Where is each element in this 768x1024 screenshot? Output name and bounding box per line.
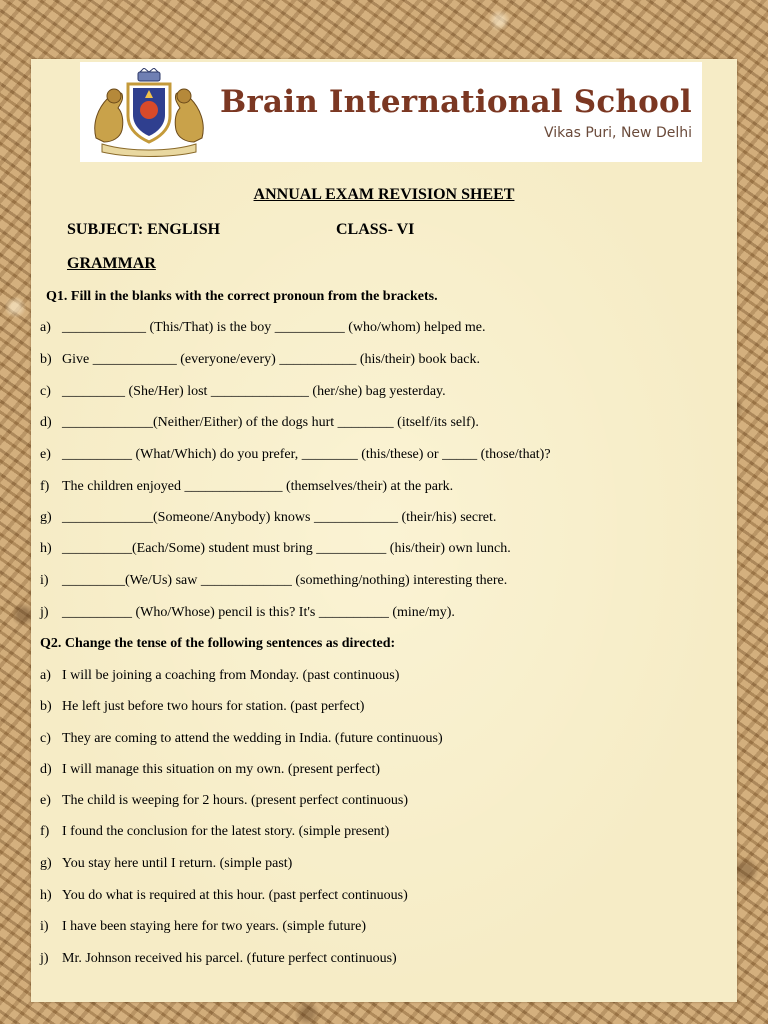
item-text: You do what is required at this hour. (past perfect continuous) [62, 888, 408, 903]
item-letter: d) [40, 762, 52, 777]
item-text: _________(We/Us) saw _____________ (something/nothing) interesting there. [62, 573, 508, 588]
q1-item [40, 384, 446, 400]
item-letter: c) [40, 731, 51, 746]
q2-item [40, 824, 389, 840]
sheet-title: ANNUAL EXAM REVISION SHEET [253, 186, 515, 203]
q2-item [40, 919, 366, 935]
item-text: I have been staying here for two years. (simple future) [62, 919, 366, 934]
q1-item [40, 447, 551, 463]
item-text: I will be joining a coaching from Monday. (past continuous) [62, 668, 400, 683]
item-letter: e) [40, 793, 51, 808]
item-text: You stay here until I return. (simple past) [62, 856, 293, 871]
item-text: ____________ (This/That) is the boy __________ (who/whom) helped me. [62, 320, 486, 335]
item-text: The child is weeping for 2 hours. (present perfect continuous) [62, 793, 409, 808]
item-letter: g) [40, 856, 52, 871]
item-letter: b) [40, 352, 52, 367]
school-location: Vikas Puri, New Delhi [544, 125, 692, 141]
q2-item [40, 951, 397, 967]
item-letter: j) [40, 951, 49, 966]
subject-label: SUBJECT: ENGLISH [67, 221, 221, 238]
q1-item [40, 415, 479, 431]
item-text: Mr. Johnson received his parcel. (future perfect continuous) [62, 951, 397, 966]
item-letter: b) [40, 699, 52, 714]
item-text: They are coming to attend the wedding in India. (future continuous) [62, 731, 443, 746]
item-text: Give ____________ (everyone/every) ___________ (his/their) book back. [62, 352, 480, 367]
item-letter: e) [40, 447, 51, 462]
item-letter: j) [40, 605, 49, 620]
item-letter: a) [40, 668, 51, 683]
question-1-prompt: Q1. Fill in the blanks with the correct pronoun from the brackets. [46, 289, 438, 304]
q1-item [40, 320, 485, 336]
item-text: He left just before two hours for station. (past perfect) [62, 699, 365, 714]
item-letter: c) [40, 384, 51, 399]
q2-item [40, 793, 408, 809]
q2-item [40, 888, 408, 904]
item-text: _____________(Someone/Anybody) knows ____________ (their/his) secret. [62, 510, 497, 525]
item-letter: d) [40, 415, 52, 430]
item-text: _________ (She/Her) lost ______________ (her/she) bag yesterday. [62, 384, 446, 399]
class-label: CLASS- VI [336, 221, 415, 238]
item-letter: f) [40, 824, 50, 839]
q1-item [40, 479, 453, 495]
question-2-prompt: Q2. Change the tense of the following sentences as directed: [40, 636, 396, 651]
school-header-banner [80, 62, 702, 162]
item-text: I found the conclusion for the latest story. (simple present) [62, 824, 390, 839]
q1-item [40, 352, 480, 368]
item-letter: g) [40, 510, 52, 525]
school-crest-icon [88, 68, 210, 158]
q2-item [40, 668, 399, 684]
item-letter: a) [40, 320, 51, 335]
item-letter: h) [40, 541, 52, 556]
revision-sheet [31, 59, 737, 1002]
q2-item [40, 731, 443, 747]
q2-item [40, 699, 364, 715]
item-text: The children enjoyed ______________ (themselves/their) at the park. [62, 479, 454, 494]
q1-item [40, 510, 496, 526]
section-heading: GRAMMAR [67, 255, 156, 272]
school-name: Brain International School [220, 84, 692, 120]
item-letter: i) [40, 919, 49, 934]
q2-item [40, 762, 380, 778]
item-letter: h) [40, 888, 52, 903]
q2-item [40, 856, 292, 872]
q1-item [40, 573, 507, 589]
item-text: _____________(Neither/Either) of the dogs hurt ________ (itself/its self). [62, 415, 479, 430]
item-text: __________(Each/Some) student must bring __________ (his/their) own lunch. [62, 541, 511, 556]
q1-item [40, 541, 511, 557]
item-text: __________ (Who/Whose) pencil is this? It's __________ (mine/my). [62, 605, 455, 620]
item-letter: f) [40, 479, 50, 494]
item-text: __________ (What/Which) do you prefer, ________ (this/these) or _____ (those/that)? [62, 447, 551, 462]
q1-item [40, 605, 455, 621]
item-letter: i) [40, 573, 49, 588]
item-text: I will manage this situation on my own. (present perfect) [62, 762, 381, 777]
